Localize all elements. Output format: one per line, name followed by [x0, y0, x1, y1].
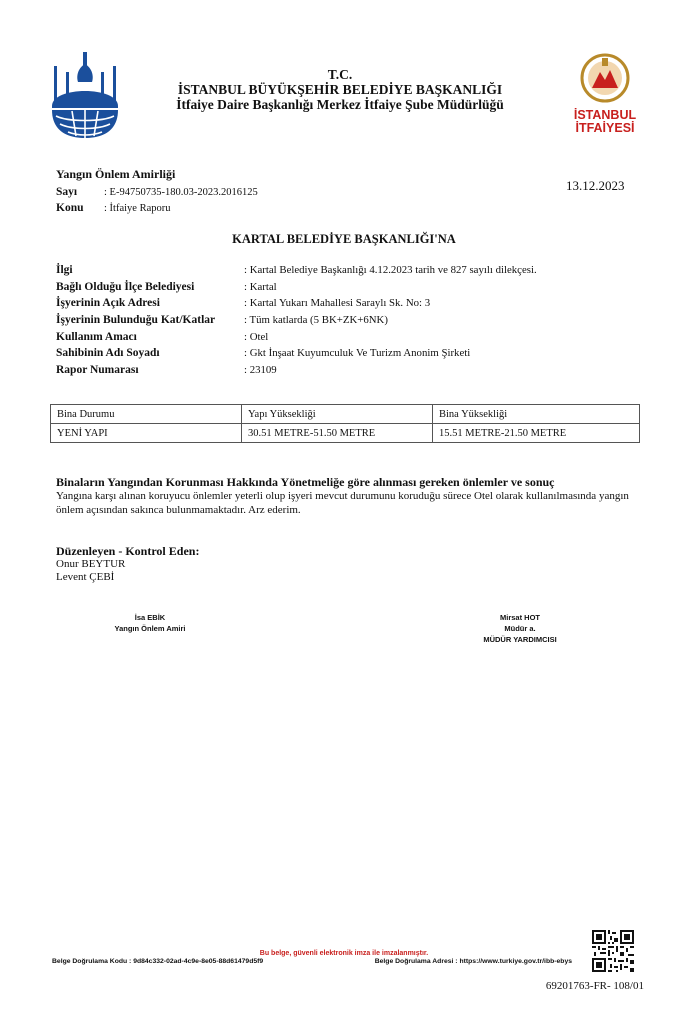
preparer-name: Onur BEYTUR	[56, 558, 126, 570]
e-signature-notice: Bu belge, güvenli elektronik imza ile imzalanmıştır.	[259, 950, 429, 957]
info-list	[56, 262, 537, 378]
signature-right-title: MÜDÜR YARDIMCISI	[483, 635, 557, 644]
preparer-name: Levent ÇEBİ	[56, 571, 115, 583]
signature-left	[80, 612, 220, 634]
unit-title: Yangın Önlem Amirliği	[56, 167, 176, 181]
konu-label: Konu	[56, 202, 84, 214]
document-date: 13.12.2023	[566, 178, 625, 193]
info-value: : Kartal	[244, 280, 277, 293]
info-row	[56, 279, 537, 296]
info-label: Sahibinin Adı Soyadı	[56, 347, 160, 360]
sayi-value: : E-94750735-180.03-2023.2016125	[104, 186, 258, 198]
info-row	[56, 328, 537, 345]
info-label: Rapor Numarası	[56, 363, 139, 376]
table-cell: 15.51 METRE-21.50 METRE	[433, 424, 640, 443]
header-department: İtfaiye Daire Başkanlığı Merkez İtfaiye Şube Müdürlüğü	[176, 97, 504, 112]
table-header-cell: Bina Durumu	[51, 405, 242, 424]
info-row	[56, 295, 537, 312]
info-row	[56, 345, 537, 362]
document-meta	[56, 167, 258, 216]
itfaiye-logo-text-1: İSTANBUL	[573, 108, 637, 122]
header-institution: İSTANBUL BÜYÜKŞEHİR BELEDİYE BAŞKANLIĞI	[177, 82, 503, 97]
prepared-by-section	[56, 545, 199, 584]
info-label: İşyerinin Açık Adresi	[56, 297, 160, 310]
info-value: : 23109	[244, 363, 277, 376]
qr-code-icon	[592, 930, 634, 972]
result-heading: Binaların Yangından Korunması Hakkında Yönetmeliğe göre alınması gereken önlemler ve sonuç	[56, 475, 555, 489]
info-row	[56, 312, 537, 329]
result-section	[56, 475, 646, 517]
signature-right-name: Mirsat HOT	[499, 613, 540, 622]
table-header-cell: Yapı Yüksekliği	[242, 405, 433, 424]
info-row	[56, 262, 537, 279]
info-label: Bağlı Olduğu İlçe Belediyesi	[56, 280, 195, 293]
itfaiye-logo	[568, 52, 642, 144]
document-header	[140, 67, 540, 112]
table-cell: 30.51 METRE-51.50 METRE	[242, 424, 433, 443]
info-label: İşyerinin Bulunduğu Kat/Katlar	[56, 314, 216, 327]
sayi-label: Sayı	[56, 186, 78, 198]
info-label: Kullanım Amacı	[56, 330, 137, 343]
konu-row	[56, 200, 258, 216]
table-header-cell: Bina Yüksekliği	[433, 405, 640, 424]
signature-right-title: Müdür a.	[504, 624, 536, 633]
info-value: : Otel	[244, 330, 269, 343]
table-cell: YENİ YAPI	[51, 424, 242, 443]
ibb-logo	[48, 50, 122, 140]
sayi-row	[56, 184, 258, 200]
info-value: : Gkt İnşaat Kuyumculuk Ve Turizm Anonim Şirketi	[244, 347, 471, 360]
result-text: Yangına karşı alınan koruyucu önlemler yeterli olup işyeri mevcut durumunu koruduğu sürece Otel olarak kullanılmasında yangın önlem açısından sakınca bulunmamaktadır. Arz ederim.	[56, 490, 629, 516]
signature-right	[440, 612, 600, 645]
verification-address[interactable]: Belge Doğrulama Adresi : https://www.turkiye.gov.tr/ibb-ebys	[374, 958, 572, 965]
prepared-by-heading: Düzenleyen - Kontrol Eden:	[56, 544, 200, 558]
verification-line	[52, 958, 572, 965]
verification-code: Belge Doğrulama Kodu : 9d84c332-02ad-4c9e-8e05-88d61479d5f9	[52, 958, 264, 965]
addressee: KARTAL BELEDİYE BAŞKANLIĞI'NA	[232, 232, 456, 246]
signature-left-title: Yangın Önlem Amiri	[114, 624, 186, 633]
building-table	[50, 404, 640, 443]
info-value: : Tüm katlarda (5 BK+ZK+6NK)	[244, 314, 388, 327]
info-value: : Kartal Yukarı Mahallesi Saraylı Sk. No: 3	[244, 297, 431, 310]
table-row	[51, 424, 640, 443]
info-row	[56, 362, 537, 379]
document-number: 69201763-FR- 108/01	[545, 980, 644, 992]
header-tc: T.C.	[327, 67, 353, 82]
signature-left-name: İsa EBİK	[134, 613, 166, 622]
info-label: İlgi	[56, 264, 73, 277]
itfaiye-logo-text-2: İTFAİYESİ	[575, 121, 635, 135]
konu-value: : İtfaiye Raporu	[104, 202, 171, 214]
table-header-row	[51, 405, 640, 424]
info-value: : Kartal Belediye Başkanlığı 4.12.2023 tarih ve 827 sayılı dilekçesi.	[244, 264, 537, 277]
